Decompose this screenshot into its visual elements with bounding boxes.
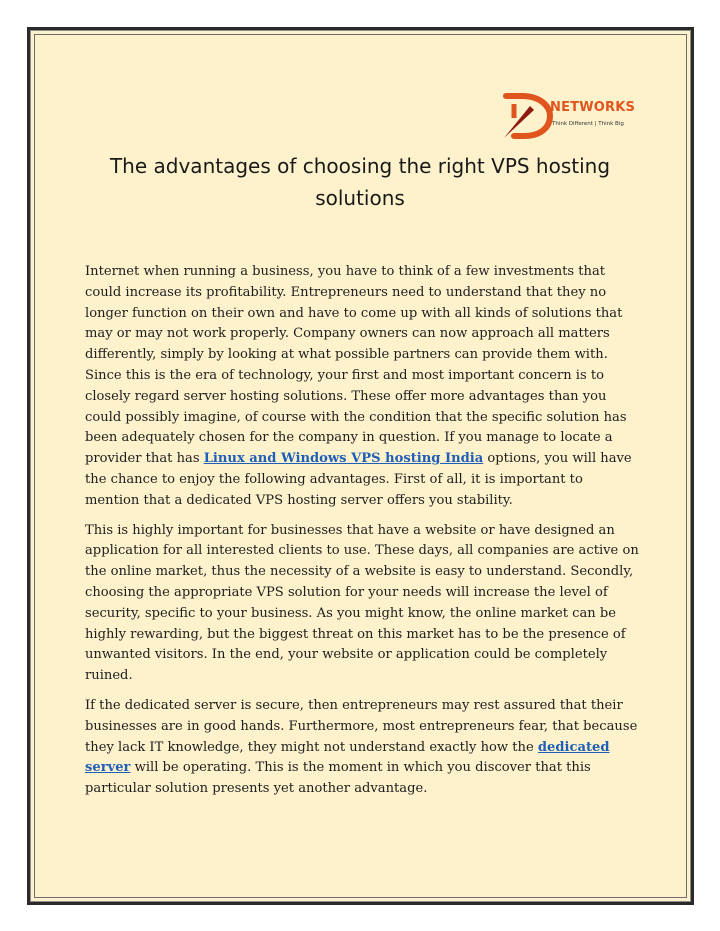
link-dedicated-server[interactable]: dedicated server [85, 739, 610, 776]
brand-logo[interactable] [500, 92, 636, 140]
paragraph-3 [85, 696, 640, 800]
logo-brand-text: NETWORKS [550, 100, 636, 115]
article-body [85, 262, 640, 809]
paragraph-1-text-b: options, you will have the chance to enjoy the following advantages. First of all, it is important to mention that a dedicated VPS hosting server offers you stability. [85, 451, 632, 508]
link-linux-windows-vps-hosting[interactable]: Linux and Windows VPS hosting India [203, 451, 484, 467]
paragraph-1 [85, 262, 640, 512]
paragraph-1-text-a: Internet when running a business, you have to think of a few investments that could increase its profitability. Entrepreneurs need to understand that they no longer function on their own and have to come up with all kinds of solutions that may or may not work properly. Company owners can now approach all matters differently, simply by looking at what possible partners can provide them with. Since this is the era of technology, your first and most important concern is to closely regard server hosting solutions. These offer more advantages than you could possibly imagine, of course with the condition that the specific solution has been adequately chosen for the company in question. If you manage to locate a provider that has [85, 264, 627, 467]
page-title: The advantages of choosing the right VPS hosting solutions [109, 154, 611, 210]
paragraph-2: This is highly important for businesses that have a website or have designed an application for all interested clients to use. These days, all companies are active on the online market, thus the necessity of a website is easy to understand. Secondly, choosing the appropriate VPS solution for your needs will increase the level of security, specific to your business. As you might know, the online market can be highly rewarding, but the biggest threat on this market has to be the presence of unwanted visitors. In the end, your website or application could be completely ruined. [85, 522, 639, 684]
logo-tagline: Think Different | Think Big [552, 121, 624, 127]
paragraph-3-text-b: will be operating. This is the moment in which you discover that this particular solution presents yet another advantage. [85, 760, 591, 797]
paragraph-3-text-a: If the dedicated server is secure, then entrepreneurs may rest assured that their businesses are in good hands. Furthermore, most entrepreneurs fear, that because they lack IT knowledge, they might not understand exactly how the [85, 697, 638, 755]
document-page [27, 27, 694, 905]
